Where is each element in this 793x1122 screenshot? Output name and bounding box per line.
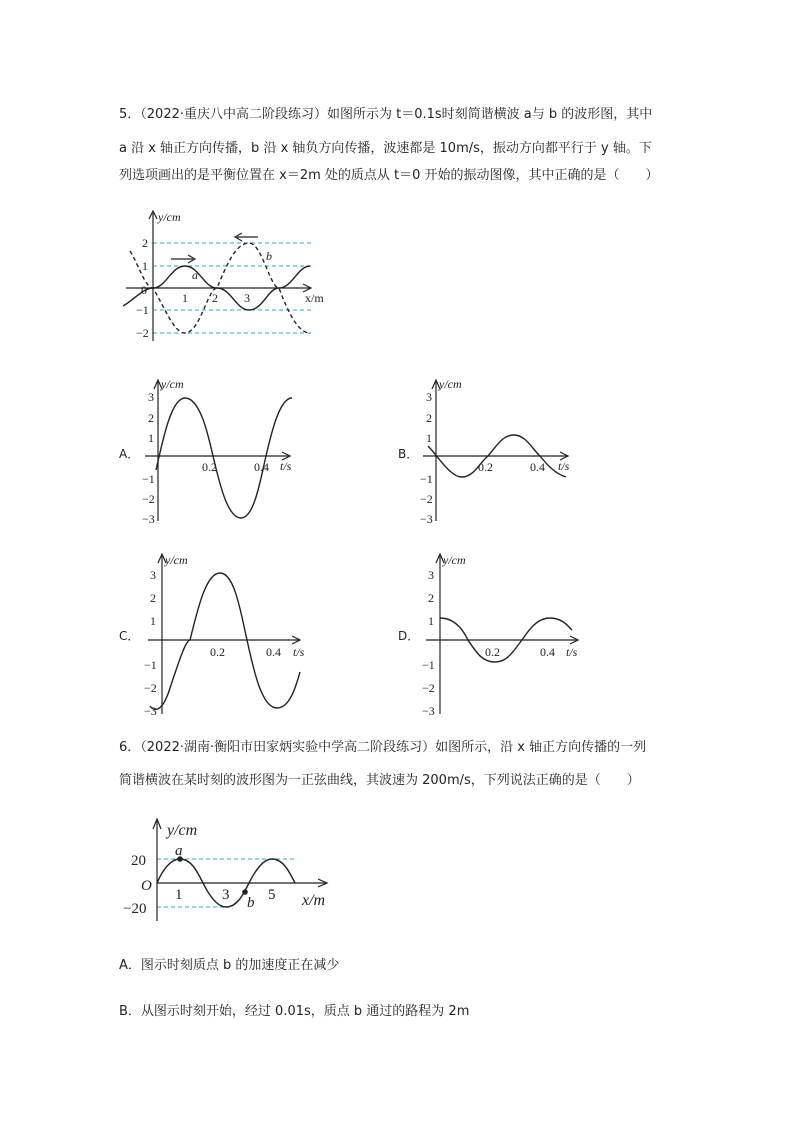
- q5-b-ylabel: y/cm: [439, 377, 462, 391]
- q5-line3: 列选项画出的是平衡位置在 x＝2m 处的质点从 t＝0 开始的振动图像，其中正确的是（ ）: [119, 168, 659, 183]
- q5-line2: a 沿 x 轴正方向传播，b 沿 x 轴负方向传播，波速都是 10m/s，振动方向都平行于 y 轴。下: [119, 141, 652, 156]
- q5-c-ytick: 2: [150, 591, 156, 605]
- q5-b-ytick: 2: [426, 411, 432, 425]
- q5-c-ytick: −1: [144, 658, 157, 672]
- q6-fig-ylabel: y/cm: [167, 822, 198, 839]
- q5-d-xtick: 0.4: [540, 645, 555, 659]
- q5-fig-xtick-2: 2: [212, 291, 218, 305]
- q5-c-ytick: −2: [144, 681, 157, 695]
- q5-d-xtick: 0.2: [485, 645, 500, 659]
- q5-b-ytick: 3: [426, 390, 432, 404]
- q5-wave-figure: [116, 208, 336, 348]
- q5-option-a-graph: [140, 374, 320, 524]
- q5-d-ytick: 3: [428, 568, 434, 582]
- q5-d-ytick: 2: [428, 591, 434, 605]
- q5-fig-ytick-1: 1: [142, 259, 148, 273]
- q5-fig-ytick-m1: −1: [136, 303, 149, 317]
- q6-fig-xlabel: x/m: [302, 892, 326, 909]
- q6-line1: 6．（2022·湖南·衡阳市田家炳实验中学高二阶段练习）如图所示，沿 x 轴正方向传播的一列: [119, 740, 647, 755]
- q5-a-ytick: 2: [148, 411, 154, 425]
- q5-a-ylabel: y/cm: [161, 377, 184, 391]
- q5-a-ytick: −1: [142, 472, 155, 486]
- q6-line2: 简谐横波在某时刻的波形图为一正弦曲线，其波速为 200m/s，下列说法正确的是（ ）: [119, 773, 640, 788]
- q5-c-xtick: 0.4: [266, 645, 281, 659]
- q5-c-ytick: 1: [150, 614, 156, 628]
- q5-b-ytick: −2: [420, 492, 433, 506]
- q5-fig-xtick-1: 1: [182, 291, 188, 305]
- q5-option-d-label: D．: [398, 629, 420, 643]
- q5-d-xlabel: t/s: [566, 645, 578, 659]
- q5-option-d-graph: [418, 548, 598, 718]
- q5-d-ytick: −1: [422, 658, 435, 672]
- q5-option-a-label: A．: [119, 447, 140, 461]
- q5-c-ytick: 3: [150, 568, 156, 582]
- q5-fig-ytick-2: 2: [142, 236, 148, 250]
- q5-d-ylabel: y/cm: [443, 553, 466, 567]
- q6-fig-xtick-1: 1: [175, 887, 183, 903]
- q5-a-xtick: 0.4: [254, 460, 269, 474]
- q5-a-xlabel: t/s: [280, 459, 292, 473]
- q6-fig-ytick-m20: −20: [123, 901, 147, 917]
- q5-a-ytick: −2: [142, 492, 155, 506]
- q5-option-b-label: B．: [398, 447, 419, 461]
- q6-fig-label-b: b: [247, 895, 255, 911]
- q5-c-xtick: 0.2: [210, 645, 225, 659]
- q6-option-a: A．图示时刻质点 b 的加速度正在减少: [119, 958, 340, 973]
- q5-c-ylabel: y/cm: [165, 553, 188, 567]
- q5-fig-xlabel: x/m: [305, 291, 324, 305]
- q5-d-ytick: −2: [422, 681, 435, 695]
- q6-fig-ytick-20: 20: [131, 853, 146, 869]
- q5-fig-label-a: a: [192, 268, 198, 282]
- q5-a-xtick: 0.2: [202, 460, 217, 474]
- q5-d-ytick: 1: [428, 614, 434, 628]
- q6-point-b: [242, 889, 248, 895]
- q6-option-b: B．从图示时刻开始，经过 0.01s，质点 b 通过的路程为 2m: [119, 1004, 470, 1019]
- q5-b-xtick: 0.4: [530, 460, 545, 474]
- q5-option-b-graph: [418, 374, 598, 524]
- q6-fig-origin: O: [141, 878, 152, 894]
- q5-fig-ylabel: y/cm: [158, 210, 181, 224]
- q5-b-xtick: 0.2: [478, 460, 493, 474]
- q5-b-ytick: −3: [420, 512, 433, 526]
- q5-fig-xtick-3: 3: [244, 291, 250, 305]
- q5-fig-ytick-m2: −2: [136, 326, 149, 340]
- q6-fig-label-a: a: [175, 843, 183, 859]
- q5-b-ytick: −1: [420, 472, 433, 486]
- q5-b-ytick: 1: [426, 431, 432, 445]
- q5-line1: 5．（2022·重庆八中高二阶段练习）如图所示为 t＝0.1s时刻简谐横波 a与 b 的波形图，其中: [119, 107, 653, 122]
- q5-fig-label-b: b: [266, 249, 272, 263]
- q5-a-ytick: 1: [148, 431, 154, 445]
- q6-fig-xtick-5: 5: [268, 887, 276, 903]
- q5-a-ytick: −3: [142, 512, 155, 526]
- q5-a-ytick: 3: [148, 390, 154, 404]
- q5-option-c-graph: [140, 548, 320, 718]
- q5-c-ytick: −3: [144, 704, 157, 718]
- q6-wave-figure: [119, 815, 359, 925]
- q5-b-xlabel: t/s: [558, 459, 570, 473]
- q5-c-xlabel: t/s: [293, 645, 305, 659]
- q5-d-ytick: −3: [422, 704, 435, 718]
- q5-option-c-label: C．: [119, 629, 140, 643]
- q6-fig-xtick-3: 3: [222, 887, 230, 903]
- q5-fig-origin: 0: [141, 283, 147, 297]
